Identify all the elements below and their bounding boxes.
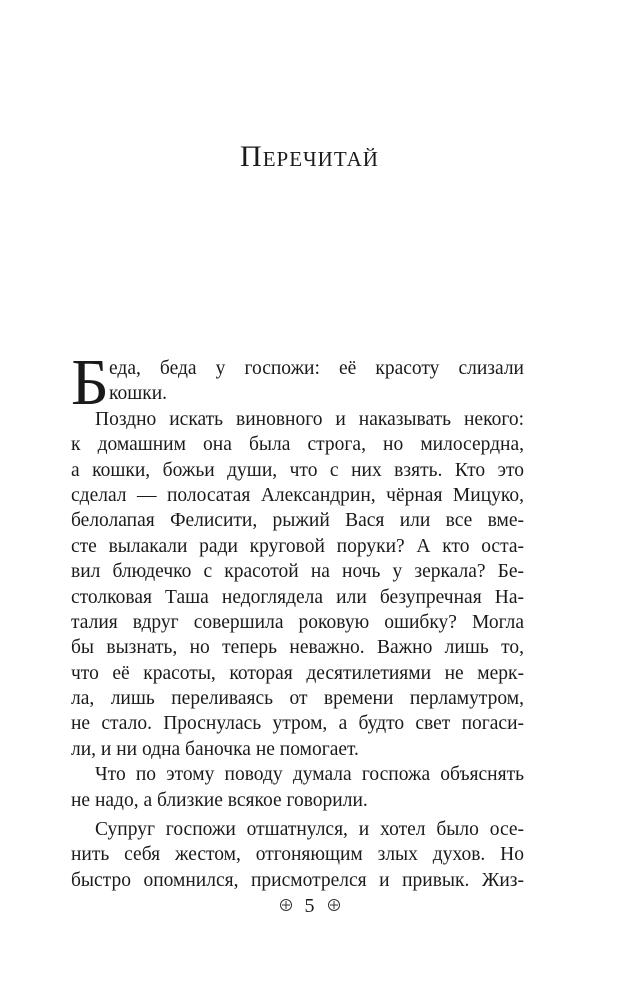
text-line: не надо, а близкие всякое говорили. bbox=[71, 789, 368, 811]
text-line: вил блюдечко с красотой на ночь у зеркала? Бе- bbox=[71, 561, 524, 583]
text-line: Что по этому поводу думала госпожа объяснять bbox=[95, 764, 524, 786]
page-footer bbox=[0, 895, 619, 918]
text-line: еда, беда у госпожи: её красоту слизали bbox=[109, 358, 524, 379]
page-number: 5 bbox=[304, 895, 315, 917]
text-line: сте вылакали ради круговой поруки? А кто оста- bbox=[71, 535, 524, 557]
chapter-title: Перечитай bbox=[240, 140, 379, 173]
text-line: Супруг госпожи отшатнулся, и хотел было осе- bbox=[95, 819, 524, 841]
text-line: а кошки, божьи души, что с них взять. Кто это bbox=[71, 459, 524, 481]
text-line: сделал — полосатая Александрин, чёрная Мицуко, bbox=[71, 484, 524, 506]
text-line: к домашним она была строга, но милосердна, bbox=[71, 434, 524, 456]
text-line: Поздно искать виновного и наказывать некого: bbox=[95, 408, 524, 430]
text-line: столковая Таша недоглядела или безупречная На- bbox=[71, 586, 524, 608]
text-line: ли, и ни одна баночка не помогает. bbox=[71, 738, 359, 760]
body-text bbox=[71, 346, 524, 893]
paragraph bbox=[71, 407, 524, 762]
paragraph bbox=[71, 762, 524, 813]
floral-ornament-icon bbox=[328, 899, 340, 911]
text-line: не стало. Проснулась утром, а будто свет погаси- bbox=[71, 713, 524, 735]
drop-cap: Б bbox=[71, 346, 109, 419]
text-line: бы вызнать, но теперь неважно. Важно лишь то, bbox=[71, 637, 524, 659]
text-line: ла, лишь переливаясь от времени перламутром, bbox=[71, 688, 524, 710]
text-line: кошки. bbox=[109, 383, 168, 405]
paragraph bbox=[71, 817, 524, 893]
text-line: что её красоты, которая десятилетиями не мерк- bbox=[71, 662, 524, 684]
text-line: талия вдруг совершила роковую ошибку? Могла bbox=[71, 611, 524, 633]
floral-ornament-icon bbox=[280, 899, 292, 911]
text-line: белолапая Фелисити, рыжий Вася или все вме- bbox=[71, 510, 524, 532]
text-line: быстро опомнился, присмотрелся и привык. Жиз- bbox=[71, 869, 524, 891]
text-line: нить себя жестом, отгоняющим злых духов. Но bbox=[71, 844, 524, 866]
